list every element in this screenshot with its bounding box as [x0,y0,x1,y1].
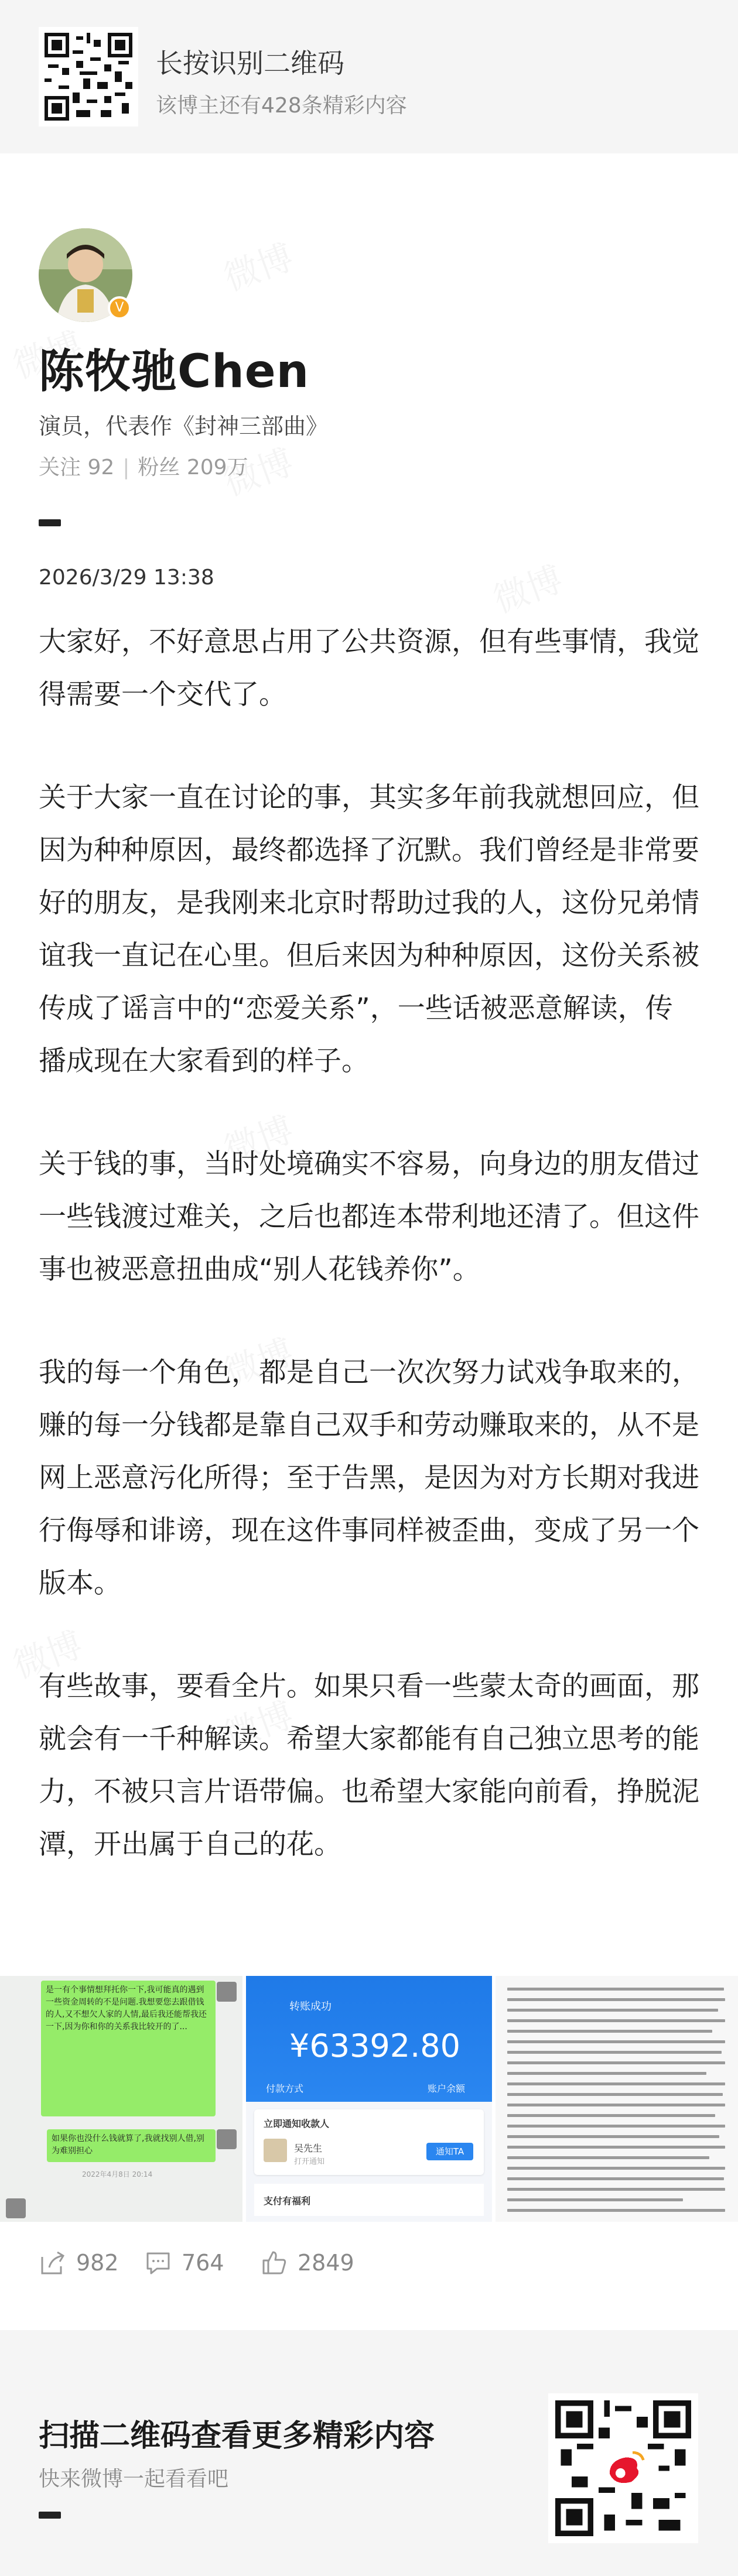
avatar [264,2139,287,2162]
followers-count[interactable]: 粉丝 209万 [138,455,248,479]
comment-button[interactable] [144,2242,224,2283]
following-count[interactable]: 关注 92 [39,455,115,479]
text-line [507,1998,725,2001]
like-count: 2849 [298,2250,354,2276]
text-line [507,2156,709,2159]
chat-time: 2022年4月8日 20:14 [82,2170,153,2178]
divider [39,519,61,526]
share-button[interactable] [39,2242,119,2283]
share-icon [39,2249,67,2277]
share-count: 982 [76,2250,119,2276]
profile-name[interactable]: 陈牧驰Chen [39,345,310,398]
payment-account-label: 账户余额 [428,2083,466,2094]
profile-bio: 演员，代表作《封神三部曲》 [39,413,329,439]
payee-hint: 打开通知 [294,2157,325,2166]
bottom-banner [0,2330,738,2576]
post-paragraph: 有些故事，要看全片。如果只看一些蒙太奇的画面，那就会有一千种解读。希望大家都能有自己独立思考的能力，不被只言片语带偏。也希望大家能向前看，挣脱泥潭，开出属于自己的花。 [39,1670,699,1861]
text-line [507,2209,725,2212]
qr-code-icon[interactable] [39,27,138,126]
payment-method-label: 付款方式 [266,2083,304,2094]
text-line [507,2114,715,2117]
avatar [217,1982,237,2002]
text-line [507,2135,719,2138]
avatar [217,2129,237,2149]
text-line [507,2167,725,2170]
text-line [507,2030,712,2033]
payment-amount: ¥63392.80 [289,2027,461,2064]
payment-benefit-label: 支付有福利 [264,2195,311,2207]
post-paragraph: 关于钱的事，当时处境确实不容易，向身边的朋友借过一些钱渡过难关，之后也都连本带利地还清了。但这件事也被恶意扭曲成“别人花钱养你”。 [39,1148,699,1286]
chat-bubble: 如果你也没什么钱就算了,我就找别人借,别为难别担心 [47,2129,216,2162]
post-paragraph: 我的每一个角色，都是自己一次次努力试戏争取来的，赚的每一分钱都是靠自己双手和劳动赚取来的，从不是网上恶意污化所得；至于告黑，是因为对方长期对我进行侮辱和诽谤，现在这件事同样被歪曲，变成了另一个版本。 [39,1356,699,1599]
divider: | [122,455,130,479]
text-line [507,2051,722,2054]
notify-label: 立即通知收款人 [264,2118,330,2129]
text-line [507,2061,725,2064]
text-line [507,2019,725,2022]
post-body [39,616,699,1921]
like-button[interactable] [260,2242,354,2283]
comment-icon [144,2249,172,2277]
action-bar [39,2242,699,2283]
post-paragraph: 大家好，不好意思占用了公共资源，但有些事情，我觉得需要一个交代了。 [39,626,699,711]
post-images [0,1976,738,2222]
text-line [507,2082,725,2085]
watermark [486,551,569,623]
thumbs-up-icon [260,2249,288,2277]
text-line [507,2104,725,2106]
verified-badge-icon: V [108,296,131,320]
text-line [507,2198,683,2201]
banner-subtitle: 该博主还有428条精彩内容 [156,94,407,118]
bottom-subtitle: 快来微博一起看看吧 [39,2467,229,2491]
qr-code-icon[interactable] [548,2393,698,2543]
comment-count: 764 [182,2250,224,2276]
text-line [507,2146,725,2149]
document-screenshot[interactable] [496,1976,738,2222]
top-banner [0,0,738,153]
text-line [507,2009,718,2012]
text-line [507,2093,723,2096]
profile-stats [39,451,248,481]
post-paragraph: 关于大家一直在讨论的事，其实多年前我就想回应，但因为种种原因，最终都选择了沉默。我们曾经是非常要好的朋友，是我刚来北京时帮助过我的人，这份兄弟情谊我一直记在心里。但后来因为种种原因，这份关系被传成了谣言中的“恋爱关系”，一些话被恶意解读，传播成现在大家看到的样子。 [39,782,699,1077]
watermark [216,229,299,301]
payee-name: 吴先生 [294,2143,323,2154]
post-date: 2026/3/29 13:38 [39,566,214,590]
bottom-title: 扫描二维码查看更多精彩内容 [39,2419,435,2454]
text-line [507,2177,724,2180]
chat-bubble: 是一有个事情想拜托你一下,我可能真的遇到一些资金周转的不是问题.我想要您去跟借钱的人,又不想欠人家的人情,最后我还能帮我还一下,因为你和你的关系我比较开的了... [41,1981,216,2116]
avatar [6,2198,26,2218]
payment-screenshot[interactable] [246,1976,492,2222]
chat-screenshot[interactable] [0,1976,242,2222]
text-line [507,2125,725,2128]
text-line [507,2040,725,2043]
text-line [507,2188,725,2191]
divider [39,2512,61,2519]
text-line [507,2072,706,2075]
notify-button[interactable]: 通知TA [426,2143,473,2160]
payment-status: 转账成功 [289,2000,332,2013]
text-line [507,1988,724,1991]
banner-title: 长按识别二维码 [156,47,344,79]
